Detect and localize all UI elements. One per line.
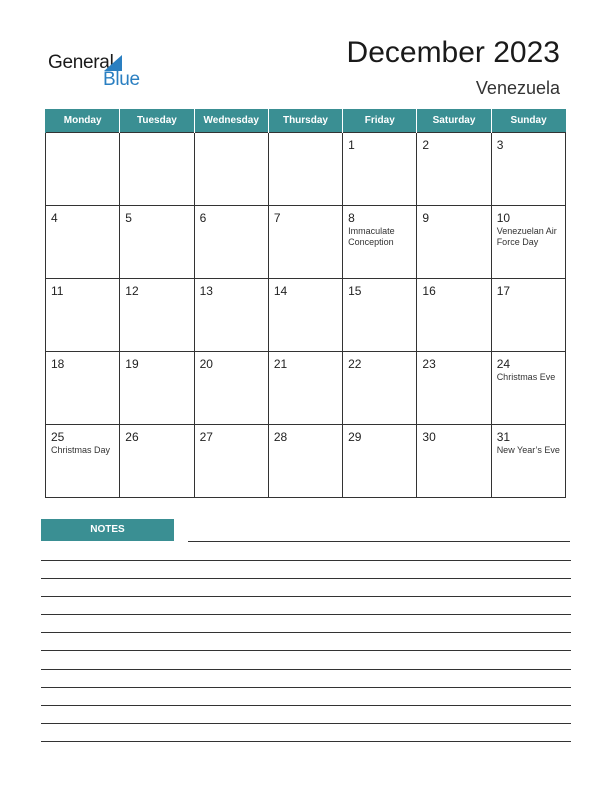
note-line [188, 541, 570, 542]
day-cell [343, 132, 417, 205]
day-number: 13 [199, 283, 213, 298]
day-cell [194, 278, 268, 351]
day-number: 22 [348, 356, 362, 371]
day-cell [491, 278, 565, 351]
day-cell [268, 424, 342, 497]
day-number: 23 [422, 356, 436, 371]
day-cell [343, 424, 417, 497]
day-cell [491, 205, 565, 278]
day-cell [268, 278, 342, 351]
day-number: 25 [51, 429, 65, 444]
day-cell [194, 351, 268, 424]
day-number: 2 [422, 137, 430, 152]
note-line [41, 632, 571, 633]
note-line [41, 578, 571, 579]
note-line [41, 741, 571, 742]
day-number: 30 [422, 429, 436, 444]
day-number: 4 [51, 210, 58, 225]
note-line [41, 687, 571, 688]
day-cell [194, 132, 268, 205]
holiday-label: Venezuelan Air Force Day [496, 225, 557, 247]
day-number: 11 [51, 283, 64, 298]
holiday-label: Immaculate Conception [348, 225, 395, 247]
day-number: 16 [422, 283, 436, 298]
weekday-header: Saturday [417, 109, 491, 132]
week-row [46, 205, 566, 278]
day-cell [120, 205, 194, 278]
note-line [41, 560, 571, 561]
day-cell [194, 205, 268, 278]
day-number: 28 [273, 429, 288, 444]
day-cell [417, 132, 491, 205]
brand-logo [48, 52, 158, 92]
day-number: 9 [422, 210, 430, 225]
note-line [41, 596, 571, 597]
day-number: 6 [199, 210, 207, 225]
day-cell [46, 424, 120, 497]
holiday-label: Christmas Eve [496, 371, 556, 382]
holiday-label: New Year’s Eve [496, 444, 560, 455]
week-row [46, 424, 566, 497]
day-number: 17 [496, 283, 511, 298]
day-cell [120, 424, 194, 497]
weekday-header-row [46, 109, 566, 132]
week-row [46, 351, 566, 424]
day-cell [194, 424, 268, 497]
weekday-header: Wednesday [194, 109, 268, 132]
day-cell [417, 351, 491, 424]
week-row [46, 132, 566, 205]
day-number: 8 [348, 210, 355, 225]
day-cell [46, 351, 120, 424]
note-line [41, 705, 571, 706]
day-cell [46, 278, 120, 351]
day-cell [46, 205, 120, 278]
weekday-header: Sunday [491, 109, 565, 132]
day-number: 15 [348, 283, 362, 298]
day-cell [343, 278, 417, 351]
day-number: 5 [125, 210, 132, 225]
day-number: 29 [348, 429, 362, 444]
day-cell [343, 205, 417, 278]
page-title: December 2023 [346, 36, 560, 69]
day-number: 31 [496, 429, 511, 444]
day-cell [417, 205, 491, 278]
day-cell [268, 132, 342, 205]
day-number: 3 [496, 137, 504, 152]
weekday-header: Monday [46, 109, 120, 132]
day-number: 12 [125, 283, 139, 298]
calendar-grid [45, 109, 566, 498]
day-number: 14 [273, 283, 288, 298]
day-number: 1 [348, 137, 355, 152]
day-number: 18 [51, 356, 65, 371]
day-cell [120, 132, 194, 205]
day-number: 24 [496, 356, 511, 371]
day-number: 10 [496, 210, 511, 225]
day-cell [268, 351, 342, 424]
day-number: 20 [199, 356, 213, 371]
day-cell [417, 424, 491, 497]
day-cell [268, 205, 342, 278]
holiday-label: Christmas Day [51, 444, 111, 455]
logo-text-blue: Blue [103, 69, 140, 90]
day-number: 27 [199, 429, 213, 444]
weekday-header: Friday [343, 109, 417, 132]
weekday-header: Thursday [268, 109, 342, 132]
day-cell [417, 278, 491, 351]
day-cell [120, 351, 194, 424]
day-number: 26 [125, 429, 139, 444]
logo-text-general: General [48, 52, 114, 73]
note-line [41, 723, 571, 724]
day-cell [491, 424, 565, 497]
day-cell [491, 351, 565, 424]
week-row [46, 278, 566, 351]
day-number: 19 [125, 356, 139, 371]
day-cell [120, 278, 194, 351]
country-label: Venezuela [475, 78, 560, 98]
day-cell [343, 351, 417, 424]
weekday-header: Tuesday [120, 109, 194, 132]
notes-heading: NOTES [41, 519, 174, 541]
note-line [41, 614, 571, 615]
note-line [41, 669, 571, 670]
day-number: 21 [273, 356, 288, 371]
day-cell [491, 132, 565, 205]
day-number: 7 [273, 210, 281, 225]
note-line [41, 650, 571, 651]
day-cell [46, 132, 120, 205]
